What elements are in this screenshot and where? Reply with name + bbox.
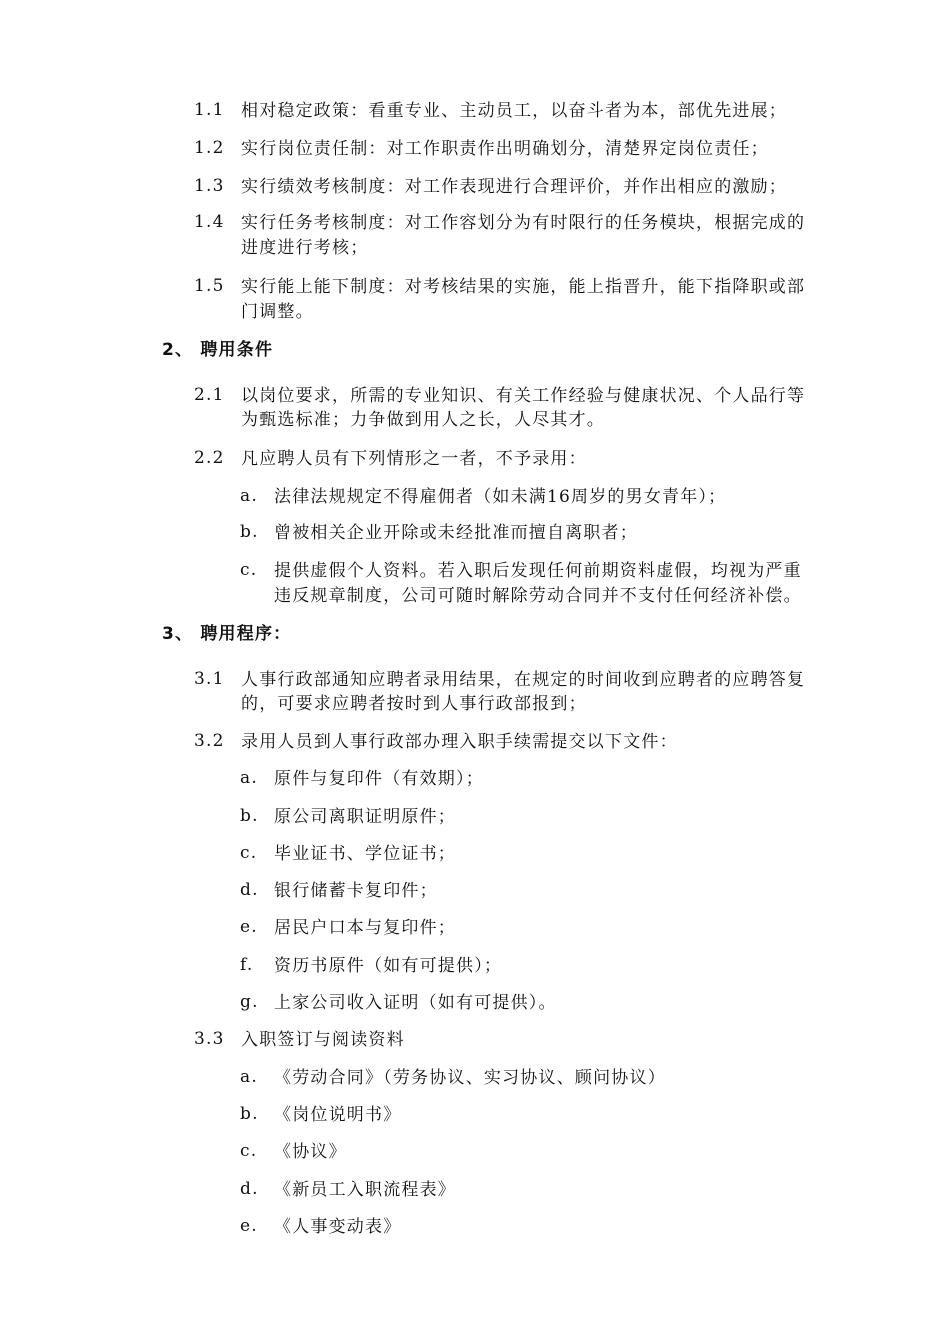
item-text: 《协议》 — [274, 1142, 347, 1162]
item-text: 原件与复印件（有效期）； — [274, 769, 484, 789]
item-number: 1.2 — [194, 138, 225, 158]
item-text: 银行储蓄卡复印件； — [274, 881, 438, 901]
item-text: 凡应聘人员有下列情形之一者，不予录用： — [241, 449, 587, 469]
item-number: 2.1 — [194, 385, 225, 405]
item-letter: e. — [240, 917, 258, 937]
item-number: 1.4 — [194, 212, 225, 232]
item-text: 实行任务考核制度：对工作容划分为有时限行的任务模块，根据完成的 — [241, 213, 806, 233]
item-letter: c. — [240, 560, 258, 580]
item-text: 入职签订与阅读资料 — [241, 1030, 405, 1050]
item-letter: a. — [240, 1067, 258, 1087]
item-letter: d. — [240, 880, 259, 900]
item-text: 实行能上能下制度：对考核结果的实施，能上指晋升，能下指降职或部 — [241, 277, 806, 297]
item-letter: a. — [240, 486, 258, 506]
item-letter: c. — [240, 843, 258, 863]
item-number: 1.3 — [194, 176, 225, 196]
item-text: 违反规章制度，公司可随时解除劳动合同并不支付任何经济补偿。 — [274, 586, 802, 606]
item-text: 曾被相关企业开除或未经批准而擅自离职者； — [274, 523, 638, 543]
item-text: 实行绩效考核制度：对工作表现进行合理评价，并作出相应的激励； — [241, 177, 787, 197]
item-number: 1.1 — [194, 100, 225, 120]
item-number: 3.1 — [194, 669, 225, 689]
item-text: 提供虚假个人资料。若入职后发现任何前期资料虚假，均视为严重 — [274, 561, 802, 581]
item-text: 进度进行考核； — [241, 238, 369, 258]
item-text: 《人事变动表》 — [274, 1217, 402, 1237]
section-heading: 3、 聘用程序： — [162, 624, 292, 644]
item-text: 原公司离职证明原件； — [274, 807, 456, 827]
item-number: 2.2 — [194, 448, 225, 468]
item-number: 3.3 — [194, 1029, 225, 1049]
item-text: 以岗位要求，所需的专业知识、有关工作经验与健康状况、个人品行等 — [241, 386, 806, 406]
item-letter: b. — [240, 806, 259, 826]
item-text: 上家公司收入证明（如有可提供）。 — [274, 993, 557, 1013]
item-number: 1.5 — [194, 276, 225, 296]
item-text: 《新员工入职流程表》 — [274, 1180, 456, 1200]
item-text: 门调整。 — [241, 302, 314, 322]
item-text: 的，可要求应聘者按时到人事行政部报到； — [241, 694, 587, 714]
item-letter: b. — [240, 522, 259, 542]
item-letter: d. — [240, 1179, 259, 1199]
item-text: 《劳动合同》（劳务协议、实习协议、顾问协议） — [274, 1068, 666, 1088]
item-letter: e. — [240, 1216, 258, 1236]
item-text: 毕业证书、学位证书； — [274, 844, 456, 864]
item-text: 录用人员到人事行政部办理入职手续需提交以下文件： — [241, 732, 678, 752]
item-text: 相对稳定政策：看重专业、主动员工，以奋斗者为本，部优先进展； — [241, 101, 787, 121]
item-letter: f. — [240, 955, 254, 975]
item-letter: a. — [240, 768, 258, 788]
item-letter: b. — [240, 1104, 259, 1124]
item-letter: g. — [240, 992, 259, 1012]
item-text: 居民户口本与复印件； — [274, 918, 456, 938]
item-text: 实行岗位责任制：对工作职责作出明确划分，清楚界定岗位责任； — [241, 139, 769, 159]
item-text: 法律法规规定不得雇佣者（如未满16周岁的男女青年）； — [274, 487, 727, 507]
item-text: 《岗位说明书》 — [274, 1105, 402, 1125]
item-text: 人事行政部通知应聘者录用结果，在规定的时间收到应聘者的应聘答复 — [241, 670, 806, 690]
section-heading: 2、 聘用条件 — [162, 340, 274, 360]
item-number: 3.2 — [194, 731, 225, 751]
item-letter: c. — [240, 1141, 258, 1161]
item-text: 为甄选标准；力争做到用人之长，人尽其才。 — [241, 410, 605, 430]
item-text: 资历书原件（如有可提供）； — [274, 956, 503, 976]
